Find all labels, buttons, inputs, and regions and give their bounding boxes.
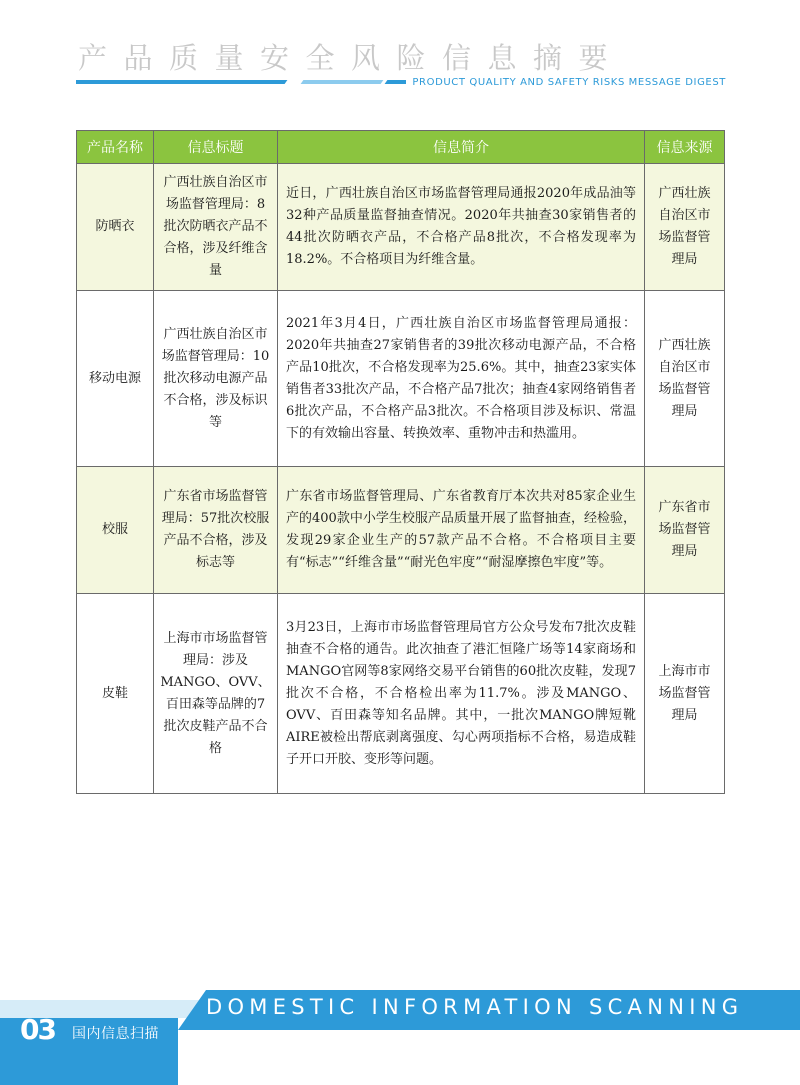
page-number: 03 [20,1013,55,1046]
cell-info-title: 上海市市场监督管理局：涉及MANGO、OVV、百田森等品牌的7批次皮鞋产品不合格 [154,594,278,794]
page-header-subtitle: PRODUCT QUALITY AND SAFETY RISKS MESSAGE DIGEST [406,77,726,88]
table-row [77,291,725,467]
cell-info-desc: 3月23日，上海市市场监督管理局官方公众号发布7批次皮鞋抽查不合格的通告。此次抽查了港汇恒隆广场等14家商场和MANGO官网等8家网络交易平台销售的60批次皮鞋，发现7批次不合格，不合格检出率为11.7%。涉及MANGO、OVV、百田森等知名品牌。其中，一批次MANGO牌短靴AIRE被检出帮底剥离强度、勾心两项指标不合格，易造成鞋子开口开胶、变形等问题。 [278,594,645,794]
column-header-source: 信息来源 [645,131,725,164]
cell-product-name: 防晒衣 [77,164,154,291]
cell-info-desc: 近日，广西壮族自治区市场监督管理局通报2020年成品油等32种产品质量监督抽查情况。2020年共抽查30家销售者的44批次防晒衣产品，不合格产品8批次，不合格发现率为18.2%。不合格项目为纤维含量。 [278,164,645,291]
cell-info-source: 上海市市场监督管理局 [645,594,725,794]
footer-section-label: 国内信息扫描 [72,1026,159,1042]
cell-info-title: 广西壮族自治区市场监督管理局：10批次移动电源产品不合格，涉及标识等 [154,291,278,467]
cell-info-source: 广东省市场监督管理局 [645,467,725,594]
cell-info-desc: 2021年3月4日，广西壮族自治区市场监督管理局通报：2020年共抽查27家销售者的39批次移动电源产品，不合格产品10批次，不合格发现率为25.6%。其中，抽查23家实体销售者33批次产品，不合格产品7批次；抽查4家网络销售者6批次产品，不合格产品3批次。不合格项目涉及标识、常温下的有效输出容量、转换效率、重物冲击和热滥用。 [278,291,645,467]
cell-info-source: 广西壮族自治区市场监督管理局 [645,291,725,467]
cell-info-source: 广西壮族自治区市场监督管理局 [645,164,725,291]
cell-product-name: 皮鞋 [77,594,154,794]
cell-product-name: 移动电源 [77,291,154,467]
cell-info-desc: 广东省市场监督管理局、广东省教育厅本次共对85家企业生产的400款中小学生校服产品质量开展了监督抽查，经检验，发现29家企业生产的57款产品不合格。不合格项目主要有“标志”“纤维含量”“耐光色牢度”“耐湿摩擦色牢度”等。 [278,467,645,594]
column-header-desc: 信息简介 [278,131,645,164]
table-header-row [77,131,725,164]
cell-product-name: 校服 [77,467,154,594]
table-row [77,467,725,594]
info-table [76,130,725,794]
cell-info-title: 广西壮族自治区市场监督管理局：8批次防晒衣产品不合格，涉及纤维含量 [154,164,278,291]
table-row [77,164,725,291]
header-rule-accent [301,80,384,84]
column-header-title: 信息标题 [154,131,278,164]
table-row [77,594,725,794]
page-header-title: 产品质量安全风险信息摘要 [78,41,625,75]
column-header-name: 产品名称 [77,131,154,164]
footer-banner-text: DOMESTIC INFORMATION SCANNING [206,995,744,1019]
cell-info-title: 广东省市场监督管理局：57批次校服产品不合格，涉及标志等 [154,467,278,594]
